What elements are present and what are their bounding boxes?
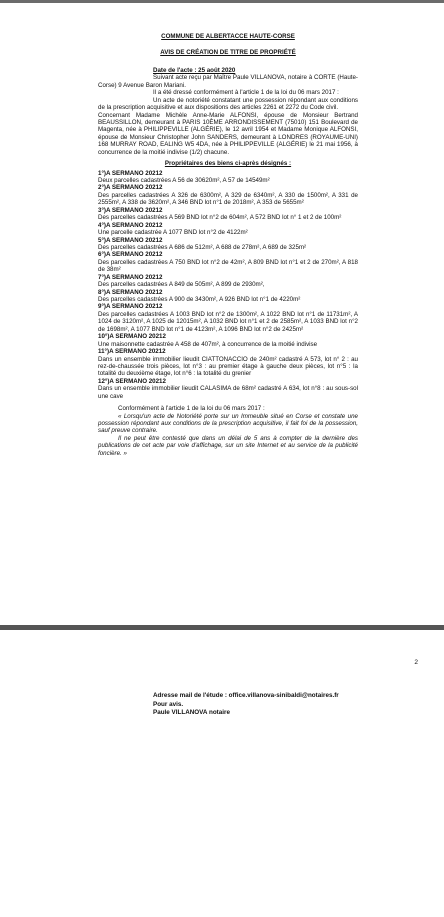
property-item [98, 348, 358, 378]
property-description: Des parcelles cadastrées A 849 de 505m², A 899 de 2930m², [98, 281, 265, 289]
property-description: Une parcelle cadastrée A 1077 BND lot n°2 de 4122m² [98, 229, 248, 237]
notice-title: AVIS DE CRÉATION DE TITRE DE PROPRIÉTÉ [160, 49, 296, 57]
property-item [98, 184, 358, 206]
office-email-line: Adresse mail de l'étude : office.villanova-sinibaldi@notaires.fr [153, 692, 339, 699]
property-item [98, 274, 358, 289]
property-heading: 11°)A SERMANO 20212 [98, 348, 166, 356]
date-line: Date de l'acte : 25 août 2020 [153, 66, 236, 74]
property-heading: 1°)A SERMANO 20212 [98, 169, 163, 177]
properties-title: Propriétaires des biens ci-après désignés : [164, 160, 292, 168]
law-quote-1: « Lorsqu'un acte de Notoriété porte sur un Immeuble situé en Corse et constate une possession répondant aux conditions de la prescription acquisitive, il fait foi de la possession, sauf preuve contraire. [98, 412, 358, 435]
law-quote-2: Il ne peut être contesté que dans un délai de 5 ans à compter de la dernière des publications de cet acte par voie d'affichage, sur un site Internet et au service de la publicité foncière. » [98, 434, 358, 457]
property-item [98, 303, 358, 333]
property-item [98, 378, 358, 400]
property-description: Des parcelles cadastrées A 569 BND lot n°2 de 604m², A 572 BND lot n° 1 et 2 de 100m² [98, 214, 342, 222]
property-description: Des parcelles cadastrées A 1003 BND lot n°2 de 1300m², A 1022 BND lot n°1 de 11731m², A 1024 de 3120m², A 1025 de 12015m², A 1032 BND lot n°1 et 2 de 2585m², A 1033 BND lot n°2 de 1698m², A 1077 BND lot n°1 de 4123m², A 1096 BND lot n°2 de 2425m² [98, 310, 358, 333]
property-heading: 3°)A SERMANO 20212 [98, 206, 163, 214]
notice-content [98, 33, 358, 457]
property-item [98, 170, 358, 185]
property-description: Des parcelles cadastrées A 750 BND lot n°2 de 42m², A 809 BND lot n°1 et 2 de 270m², A 818 de 38m² [98, 258, 358, 274]
intro-paragraph: Suivant acte reçu par Maître Paule VILLANOVA, notaire à CORTE (Haute-Corse) 9 Avenue Baron Mariani. [98, 74, 358, 89]
property-description: Des parcelles cadastrées A 900 de 3430m², A 926 BND lot n°1 de 4220m² [98, 296, 301, 303]
property-heading: 4°)A SERMANO 20212 [98, 221, 163, 229]
property-item [98, 222, 358, 237]
properties-list [98, 170, 358, 401]
property-description: Dans un ensemble immobilier lieudit CIATTONACCIO de 240m² cadastré A 573, lot n° 2 : au rez-de-chaussée trois pièces, lot n°3 : au premier étage à gauche deux pièces, lot n°5 : la totalité du deuxième étage, lot n°6 : la totalité du grenier [98, 355, 358, 378]
property-heading: 12°)A SERMANO 20212 [98, 377, 166, 385]
document-page-1 [0, 3, 444, 625]
property-heading: 9°)A SERMANO 20212 [98, 303, 163, 311]
property-heading: 2°)A SERMANO 20212 [98, 184, 163, 192]
property-description: Deux parcelles cadastrées A 56 de 30620m², A 57 de 14549m² [98, 177, 270, 184]
property-heading: 5°)A SERMANO 20212 [98, 236, 163, 244]
legal-basis-paragraph: Il a été dressé conformément à l'article 1 de la loi du 06 mars 2017 : [153, 89, 339, 97]
property-heading: 6°)A SERMANO 20212 [98, 251, 163, 259]
document-page-2 [0, 630, 444, 917]
conformity-line: Conformément à l'article 1 de la loi du 06 mars 2017 : [118, 405, 265, 413]
properties-title-wrap [98, 160, 358, 167]
property-heading: 8°)A SERMANO 20212 [98, 288, 163, 296]
property-item [98, 237, 358, 252]
signatory-line: Paule VILLANOVA notaire [153, 709, 230, 716]
property-item [98, 289, 358, 304]
property-item [98, 207, 358, 222]
property-item [98, 333, 358, 348]
commune-title: COMMUNE DE ALBERTACCE HAUTE-CORSE [161, 33, 295, 40]
property-description: Dans un ensemble immobilier lieudit CALASIMA de 68m² cadastré A 634, lot n°8 : au sous-sol une cave [98, 385, 358, 400]
property-heading: 7°)A SERMANO 20212 [98, 273, 163, 281]
property-heading: 10°)A SERMANO 20212 [98, 333, 166, 341]
pour-avis-line: Pour avis. [153, 700, 184, 708]
property-description: Une maisonnette cadastrée A 458 de 407m², à concurrence de la moitié indivise [98, 340, 318, 348]
page-number: 2 [414, 659, 418, 666]
act-description-paragraph: Un acte de notoriété constatant une possession répondant aux conditions de la prescription acquisitive et aux dispositions des articles 2261 et 2272 du Code civil. [98, 96, 358, 112]
property-item [98, 251, 358, 273]
owners-paragraph: Concernant Madame Michèle Anne-Marie ALFONSI, épouse de Monsieur Bertrand BEAUSSILLON, demeurant à PARIS 10ÈME ARRONDISSEMENT (75010) 151 Boulevard de Magenta, née à PHILIPPEVILLE (ALGÉRIE), le 12 avril 1954 et Madame Monique ALFONSI, épouse de Monsieur Christopher John SANDERS, demeurant à LONDRES (ROYAUME-UNI) 168 MURRAY ROAD, EALING W5 4DA, née à PHILIPPEVILLE (ALGÉRIE) le 21 mai 1956, à concurrence de la moitié indivise (1/2) chacune. [98, 111, 358, 156]
footer-block [153, 692, 339, 718]
property-description: Des parcelles cadastrées A 686 de 512m², A 688 de 278m², A 689 de 325m² [98, 243, 307, 251]
property-description: Des parcelles cadastrées A 326 de 6300m², A 329 de 6340m², A 330 de 1500m², A 331 de 2555m², A 338 de 3620m², A 346 BND lot n°1 de 2018m², A 353 de 5655m² [98, 191, 358, 207]
